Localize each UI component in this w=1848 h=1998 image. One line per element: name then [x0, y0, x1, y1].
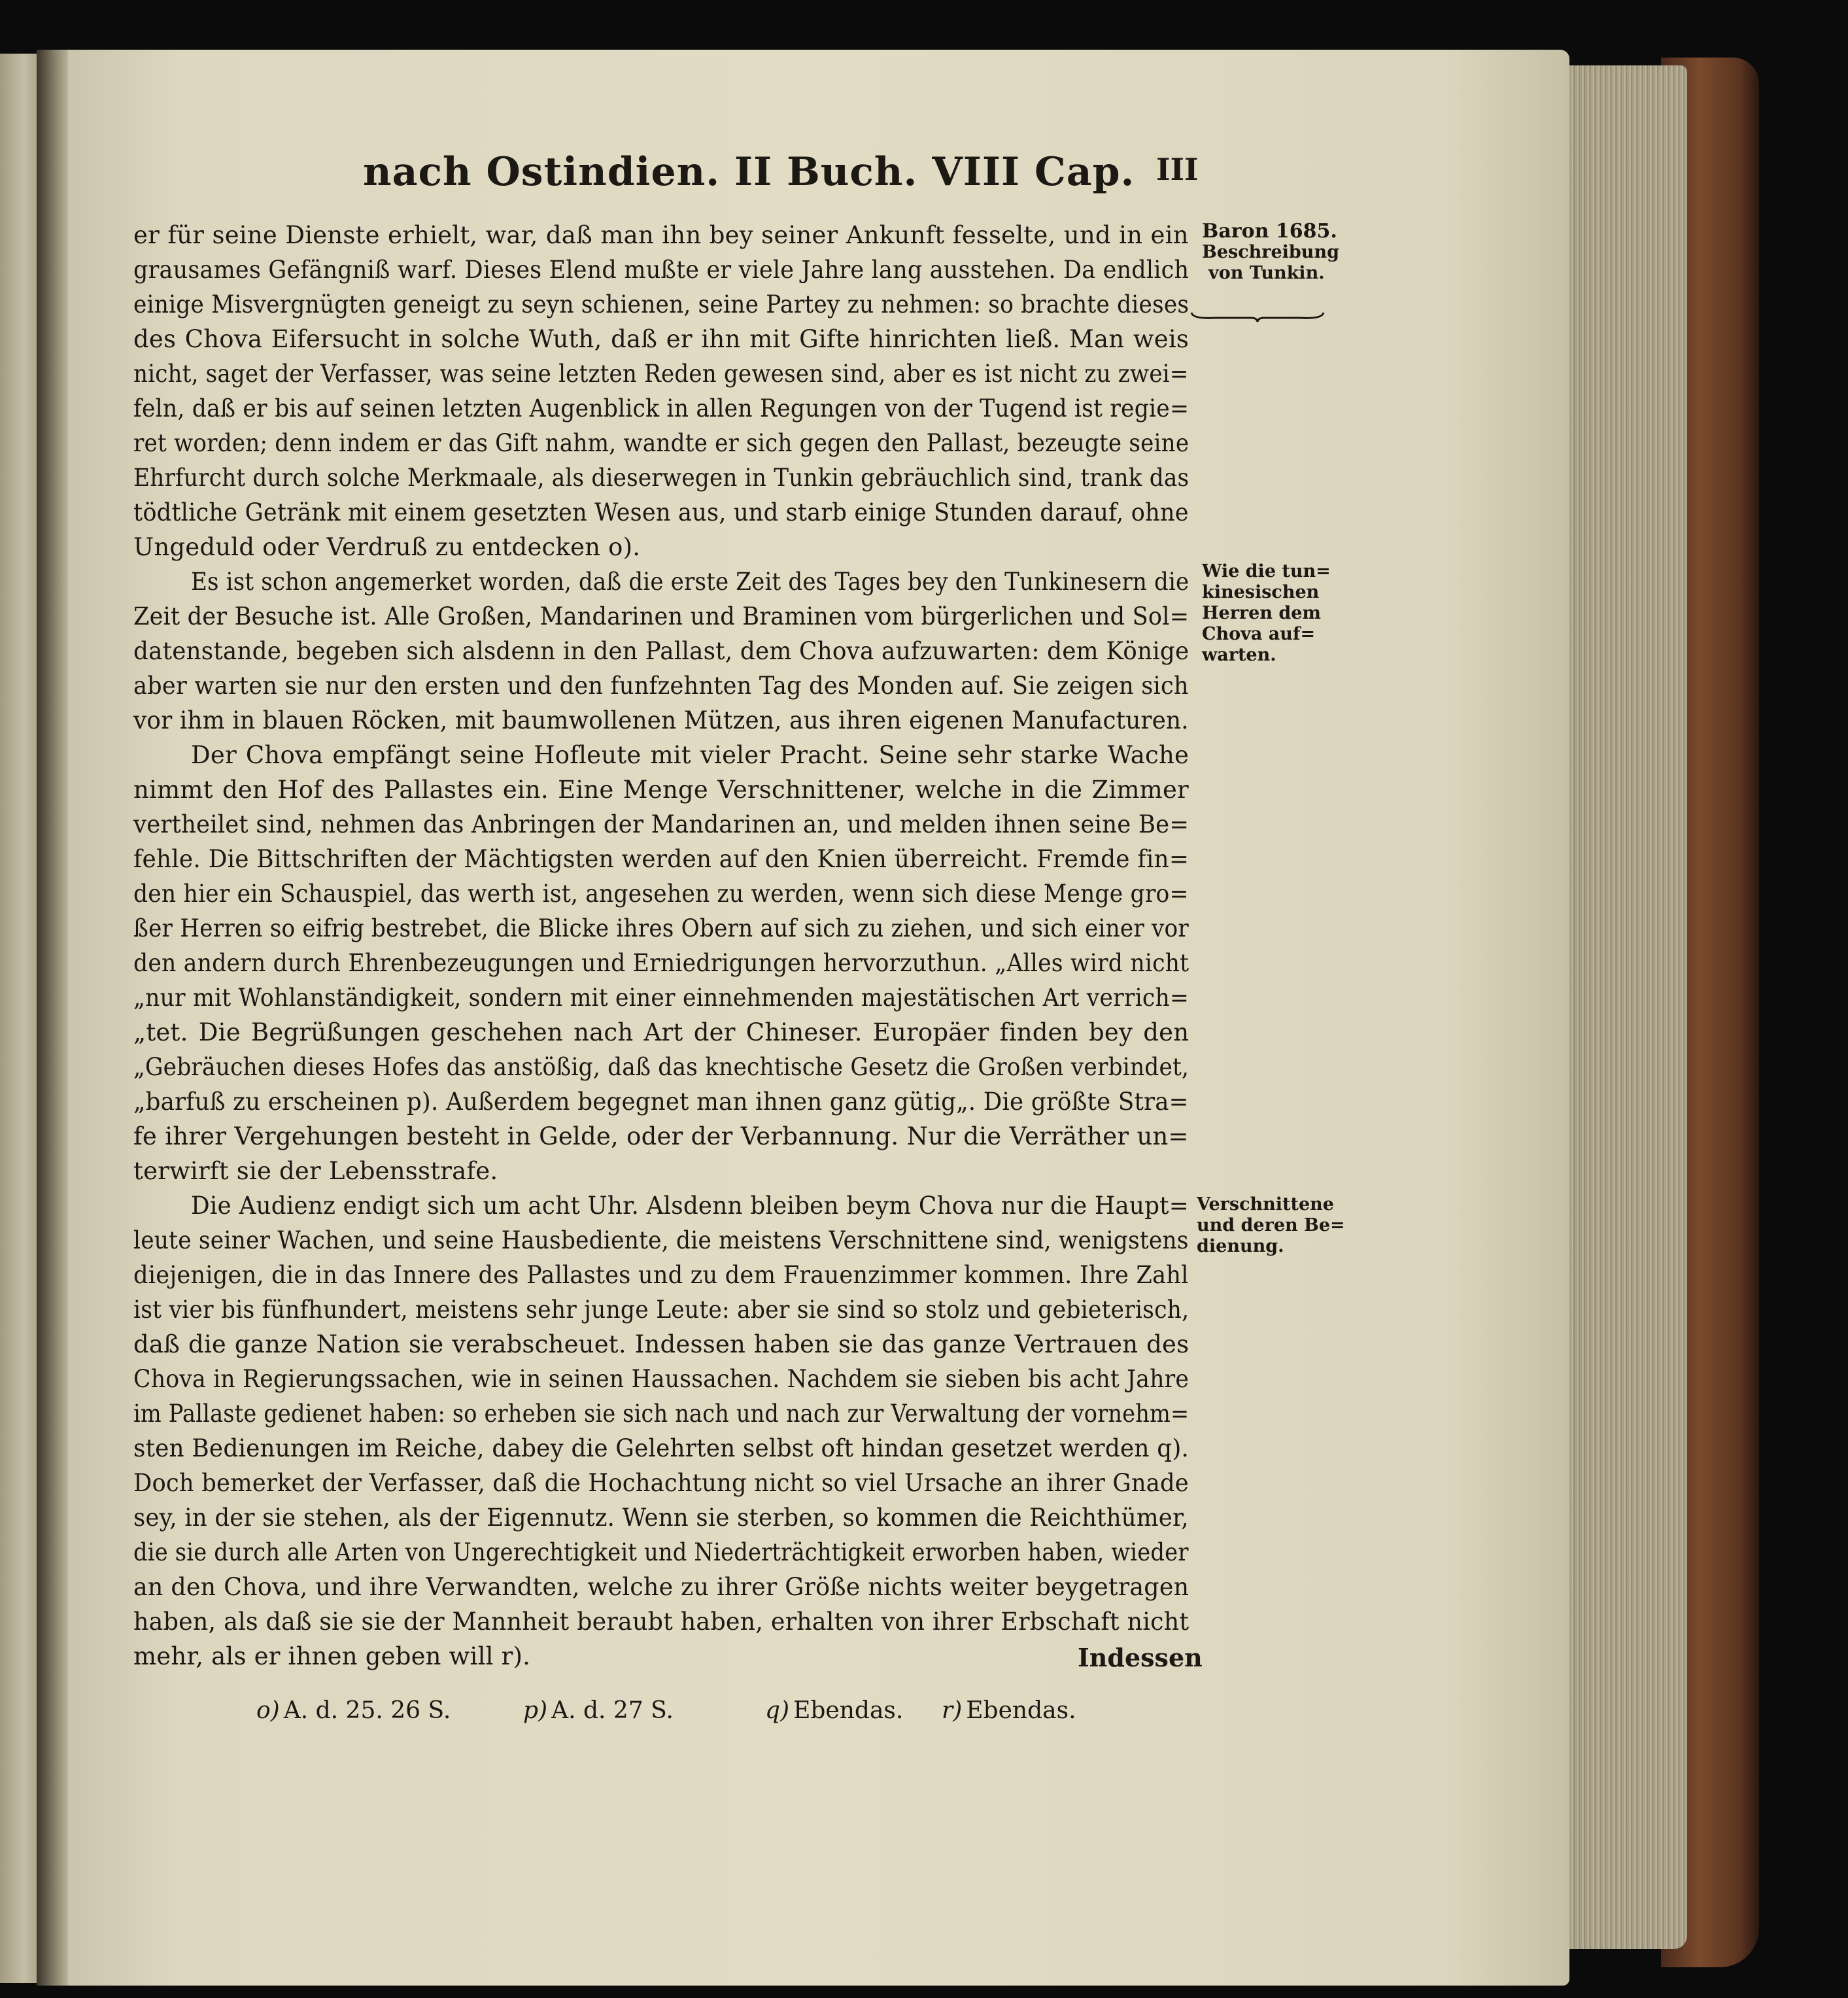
body-line: „tet. Die Begrüßungen geschehen nach Art der Chineser. Europäer finden bey den: [133, 1018, 1189, 1046]
body-line: grausames Gefängniß warf. Dieses Elend mußte er viele Jahre lang ausstehen. Da endlich: [133, 256, 1189, 284]
margin-note-line: Herren dem: [1202, 603, 1321, 623]
body-line: Der Chova empfängt seine Hofleute mit vieler Pracht. Seine sehr starke Wache: [191, 741, 1189, 769]
margin-note-line: dienung.: [1197, 1236, 1284, 1256]
margin-note-line: Wie die tun=: [1202, 561, 1331, 581]
body-line: „Gebräuchen dieses Hofes das anstößig, daß das knechtische Gesetz die Großen verbindet,: [133, 1053, 1189, 1081]
body-line: vor ihm in blauen Röcken, mit baumwollenen Mützen, aus ihren eigenen Manufacturen.: [133, 706, 1189, 734]
footnote-p: [523, 1697, 674, 1724]
margin-note-line: Beschreibung: [1202, 242, 1339, 262]
margin-note-baron: [1202, 221, 1339, 284]
body-line: im Pallaste gedienet haben: so erheben sie sich nach und nach zur Verwaltung der vornehm=: [133, 1400, 1189, 1428]
body-line: Ungeduld oder Verdruß zu entdecken o).: [133, 533, 641, 561]
body-line: „barfuß zu erscheinen p). Außerdem begegnet man ihnen ganz gütig„. Die größte Stra=: [133, 1088, 1189, 1116]
book-gutter: [37, 50, 68, 1986]
body-line: sey, in der sie stehen, als der Eigennutz. Wenn sie sterben, so kommen die Reichthümer,: [133, 1504, 1189, 1532]
body-line: ret worden; denn indem er das Gift nahm, wandte er sich gegen den Pallast, bezeugte seine: [133, 429, 1189, 457]
body-line: fehle. Die Bittschriften der Mächtigsten werden auf den Knien überreicht. Fremde fin=: [133, 845, 1189, 873]
margin-note-line: von Tunkin.: [1208, 263, 1325, 283]
body-line: nimmt den Hof des Pallastes ein. Eine Menge Verschnittener, welche in die Zimmer: [133, 776, 1189, 804]
body-line: vertheilet sind, nehmen das Anbringen der Mandarinen an, und melden ihnen seine Be=: [133, 810, 1189, 838]
body-line: diejenigen, die in das Innere des Pallastes und zu dem Frauenzimmer kommen. Ihre Zahl: [133, 1261, 1189, 1289]
footnote-mark: r): [942, 1697, 963, 1724]
body-line: tödtliche Getränk mit einem gesetzten Wesen aus, und starb einige Stunden darauf, ohne: [133, 498, 1189, 526]
footnote-text: A. d. 25. 26 S.: [283, 1697, 451, 1724]
bracket-ornament-icon: [1189, 309, 1326, 323]
body-line: er für seine Dienste erhielt, war, daß man ihn bey seiner Ankunft fesselte, und in ein: [133, 221, 1189, 249]
body-line: terwirft sie der Lebensstrafe.: [133, 1157, 498, 1185]
footnote-text: Ebendas.: [966, 1697, 1076, 1724]
footnote-text: A. d. 27 S.: [551, 1697, 674, 1724]
margin-note-line: Chova auf=: [1202, 624, 1316, 644]
margin-note-line: und deren Be=: [1197, 1215, 1345, 1235]
margin-note-line: warten.: [1202, 645, 1276, 665]
body-line: Chova in Regierungssachen, wie in seinen Haussachen. Nachdem sie sieben bis acht Jahre: [133, 1365, 1189, 1393]
body-line: feln, daß er bis auf seinen letzten Augenblick in allen Regungen von der Tugend ist regie=: [133, 394, 1189, 422]
body-line: haben, als daß sie sie der Mannheit beraubt haben, erhalten von ihrer Erbschaft nicht: [133, 1608, 1189, 1636]
body-line: sten Bedienungen im Reiche, dabey die Gelehrten selbst oft hindan gesetzet werden q).: [133, 1434, 1189, 1462]
body-line: den andern durch Ehrenbezeugungen und Erniedrigungen hervorzuthun. „Alles wird nicht: [133, 949, 1189, 977]
margin-note-line: Baron 1685.: [1202, 220, 1337, 243]
page-number: III: [1156, 152, 1199, 187]
body-line: nicht, saget der Verfasser, was seine letzten Reden gewesen sind, aber es ist nicht zu zwei=: [133, 360, 1189, 388]
footnote-q: [765, 1697, 903, 1724]
footnote-o: [256, 1697, 451, 1724]
body-line: ßer Herren so eifrig bestrebet, die Blicke ihres Obern auf sich zu ziehen, und sich einer vor: [133, 914, 1189, 942]
body-line: leute seiner Wachen, und seine Hausbediente, die meistens Verschnittene sind, wenigstens: [133, 1226, 1189, 1254]
margin-note-eunuchs: [1197, 1194, 1345, 1257]
footnote-mark: p): [523, 1697, 548, 1724]
margin-note-line: kinesischen: [1202, 582, 1320, 602]
body-line: den hier ein Schauspiel, das werth ist, angesehen zu werden, wenn sich diese Menge gro=: [133, 880, 1189, 908]
body-line: datenstande, begeben sich alsdenn in den Pallast, dem Chova aufzuwarten: dem Könige: [133, 637, 1189, 665]
margin-note-audience: [1202, 561, 1331, 666]
body-line: ist vier bis fünfhundert, meistens sehr junge Leute: aber sie sind so stolz und gebieterisch,: [133, 1296, 1189, 1324]
body-line: mehr, als er ihnen geben will r).: [133, 1642, 531, 1670]
body-line: Die Audienz endigt sich um acht Uhr. Alsdenn bleiben beym Chova nur die Haupt=: [191, 1192, 1189, 1220]
body-line: einige Misvergnügten geneigt zu seyn schienen, seine Partey zu nehmen: so brachte dieses: [133, 290, 1189, 319]
footnote-mark: q): [765, 1697, 790, 1724]
footnote-mark: o): [256, 1697, 280, 1724]
body-line: daß die ganze Nation sie verabscheuet. Indessen haben sie das ganze Vertrauen des: [133, 1330, 1189, 1358]
body-line: des Chova Eifersucht in solche Wuth, daß er ihn mit Gifte hinrichten ließ. Man weis: [133, 325, 1189, 353]
body-line: die sie durch alle Arten von Ungerechtigkeit und Niederträchtigkeit erworben haben, wieder: [133, 1538, 1189, 1566]
body-line: Doch bemerket der Verfasser, daß die Hochachtung nicht so viel Ursache an ihrer Gnade: [133, 1469, 1189, 1497]
footnote-r: [942, 1697, 1076, 1724]
body-line: aber warten sie nur den ersten und den funfzehnten Tag des Monden auf. Sie zeigen sich: [133, 672, 1189, 700]
body-line: an den Chova, und ihre Verwandten, welche zu ihrer Größe nichts weiter beygetragen: [133, 1573, 1189, 1601]
body-line: Es ist schon angemerket worden, daß die erste Zeit des Tages bey den Tunkinesern die: [191, 568, 1189, 596]
body-line: Ehrfurcht durch solche Merkmaale, als dieserwegen in Tunkin gebräuchlich sind, trank das: [133, 464, 1189, 492]
page-fore-edge: [1550, 65, 1687, 1949]
running-head: nach Ostindien. II Buch. VIII Cap.: [363, 149, 1135, 195]
catchword: Indessen: [1078, 1643, 1203, 1672]
footnote-text: Ebendas.: [793, 1697, 904, 1724]
body-line: fe ihrer Vergehungen besteht in Gelde, oder der Verbannung. Nur die Verräther un=: [133, 1122, 1189, 1150]
body-line: Zeit der Besuche ist. Alle Großen, Mandarinen und Braminen vom bürgerlichen und Sol=: [133, 602, 1189, 630]
body-line: „nur mit Wohlanständigkeit, sondern mit einer einnehmenden majestätischen Art verrich=: [133, 984, 1189, 1012]
margin-note-line: Verschnittene: [1197, 1194, 1334, 1214]
